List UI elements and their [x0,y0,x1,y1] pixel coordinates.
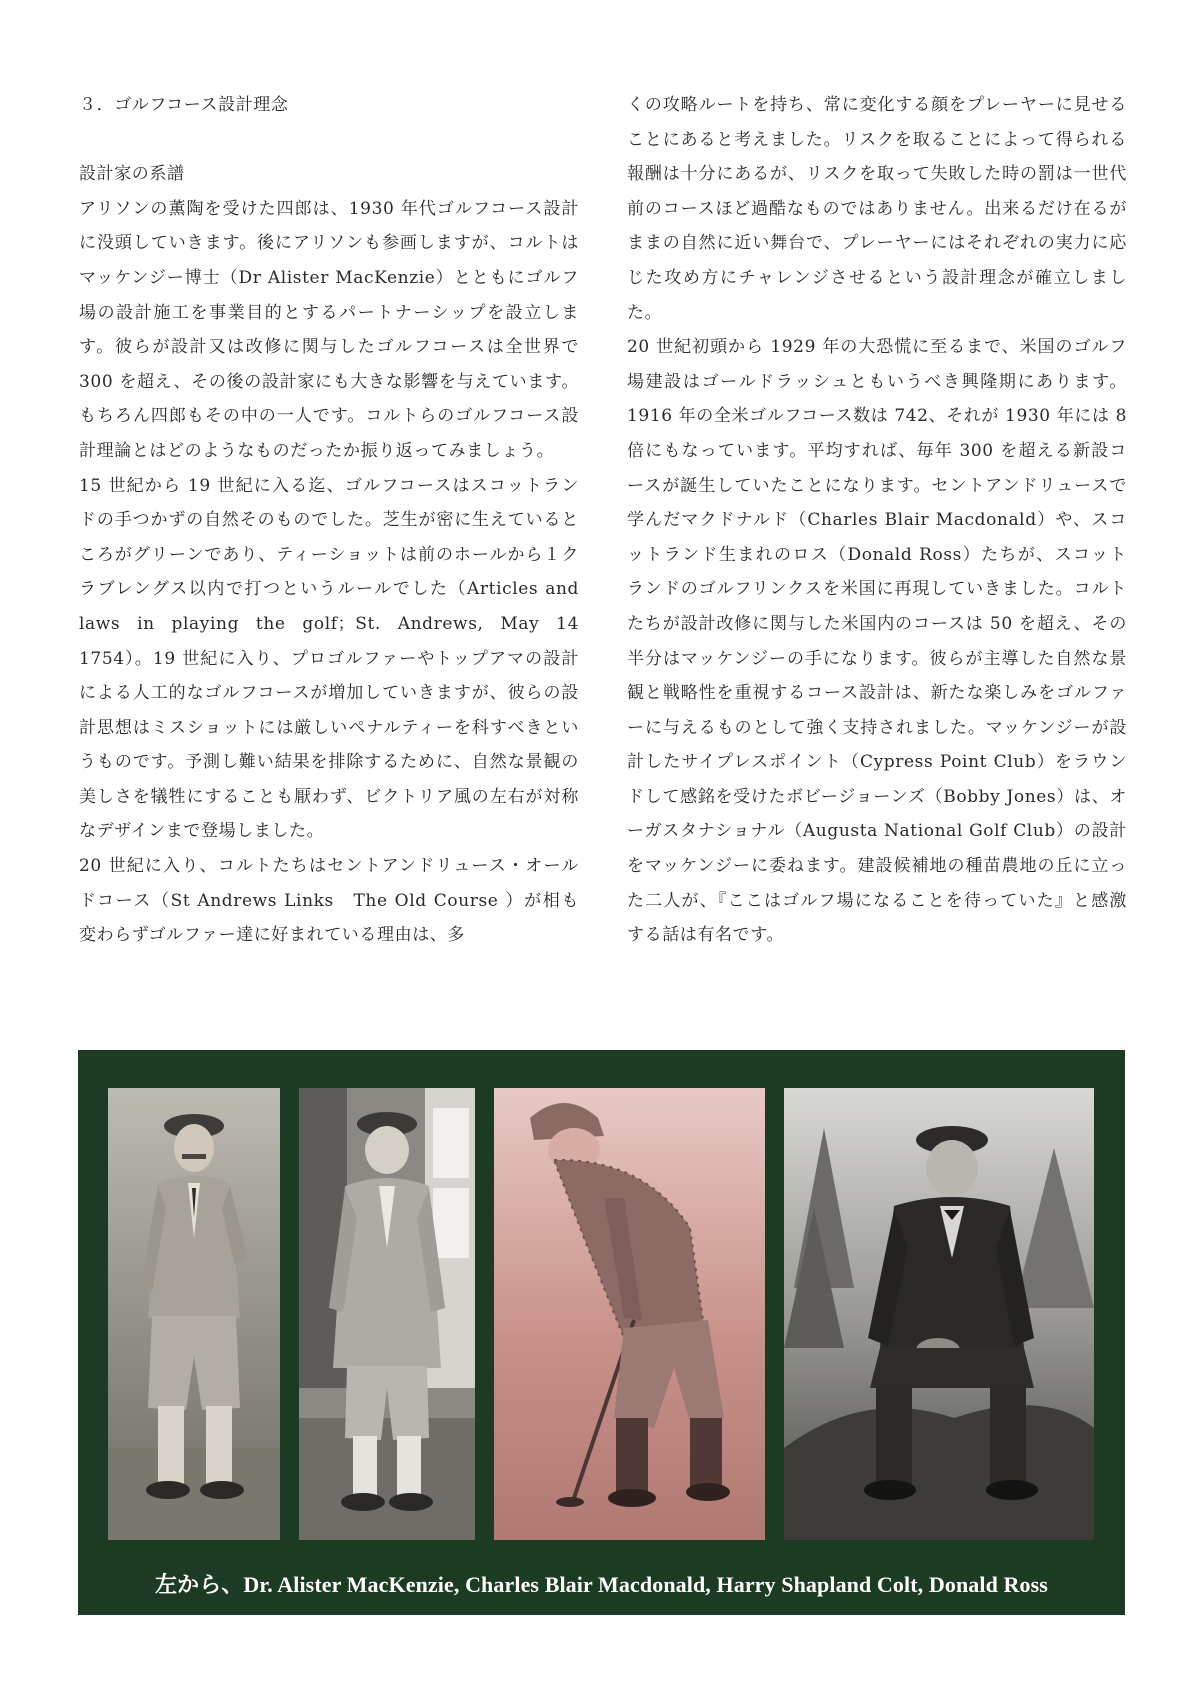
subheading: 設計家の系譜 [79,164,185,185]
colt-portrait-image [494,1088,765,1540]
right-paragraph-1: くの攻略ルートを持ち、常に変化する顔をプレーヤーに見せることにあると考えました。リスクを取ることによって得られる報酬は十分にあるが、リスクを取って失敗した時の罰は一世代前のコースほど過酷なものではありません。出来るだけ在るがままの自然に近い舞台で、プレーヤーにはそれぞれの実力に応じた攻め方にチャレンジさせるという設計理念が確立しました。 [627,95,1127,323]
macdonald-portrait-image [299,1088,475,1540]
photo-donald-ross [784,1088,1094,1540]
left-paragraph-2: 15 世紀から 19 世紀に入る迄、ゴルフコースはスコットランドの手つかずの自然そのものでした。芝生が密に生えているところがグリーンであり、ティーショットは前のホールから１クラブレングス以内で打つというルールでした（Articles and laws in playing the golf；St. Andrews, May 14 1754）。19 世紀に入り、プロゴルファーやトップアマの設計による人工的なゴルフコースが増加していきますが、彼らの設計思想はミスショットには厳しいペナルティーを科すべきというものです。予測し難い結果を排除するために、自然な景観の美しさを犠牲にすることも厭わず、ビクトリア風の左右が対称なデザインまで登場しました。 [79,475,579,842]
right-column [627,88,1127,953]
left-paragraph-3: 20 世紀に入り、コルトたちはセントアンドリュース・オールドコース（St Andrews Links The Old Course ）が相も変わらずゴルファー達に好まれている理由は、多 [79,856,579,946]
ross-portrait-image [784,1088,1094,1540]
photo-charles-blair-macdonald [299,1088,475,1540]
mackenzie-portrait-image [108,1088,280,1540]
section-heading: ３．ゴルフコース設計理念 [79,95,289,115]
left-column [79,88,579,953]
photo-panel [78,1050,1125,1615]
photo-caption: 左から、Dr. Alister MacKenzie, Charles Blair Macdonald, Harry Shapland Colt, Donald Ross [155,1572,1048,1597]
photo-harry-shapland-colt [494,1088,765,1540]
photo-alister-mackenzie [108,1088,280,1540]
right-paragraph-2: 20 世紀初頭から 1929 年の大恐慌に至るまで、米国のゴルフ場建設はゴールドラッシュともいうべき興隆期にあります。1916 年の全米ゴルフコース数は 742、それが 1930 年には 8 倍にもなっています。平均すれば、毎年 300 を超える新設コースが誕生していたことになります。セントアンドリュースで学んだマクドナルド（Charles Blair Macdonald）や、スコットランド生まれのロス（Donald Ross）たちが、スコットランドのゴルフリンクスを米国に再現していきました。コルトたちが設計改修に関与した米国内のコースは 50 を超え、その半分はマッケンジーの手になります。彼らが主導した自然な景観と戦略性を重視するコース設計は、新たな楽しみをゴルファーに与えるものとして強く支持されました。マッケンジーが設計したサイプレスポイント（Cypress Point Club）をラウンドして感銘を受けたボビージョーンズ（Bobby Jones）は、オーガスタナショナル（Augusta National Golf Club）の設計をマッケンジーに委ねます。建設候補地の種苗農地の丘に立った二人が、『ここはゴルフ場になることを待っていた』と感激する話は有名です。 [627,337,1127,946]
left-paragraph-1: アリソンの薫陶を受けた四郎は、1930 年代ゴルフコース設計に没頭していきます。後にアリソンも参画しますが、コルトはマッケンジー博士（Dr Alister MacKenzie）とともにゴルフ場の設計施工を事業目的とするパートナーシップを設立します。彼らが設計又は改修に関与したゴルフコースは全世界で 300 を超え、その後の設計家にも大きな影響を与えています。もちろん四郎もその中の一人です。コルトらのゴルフコース設計理論とはどのようなものだったか振り返ってみましょう。 [79,198,579,461]
